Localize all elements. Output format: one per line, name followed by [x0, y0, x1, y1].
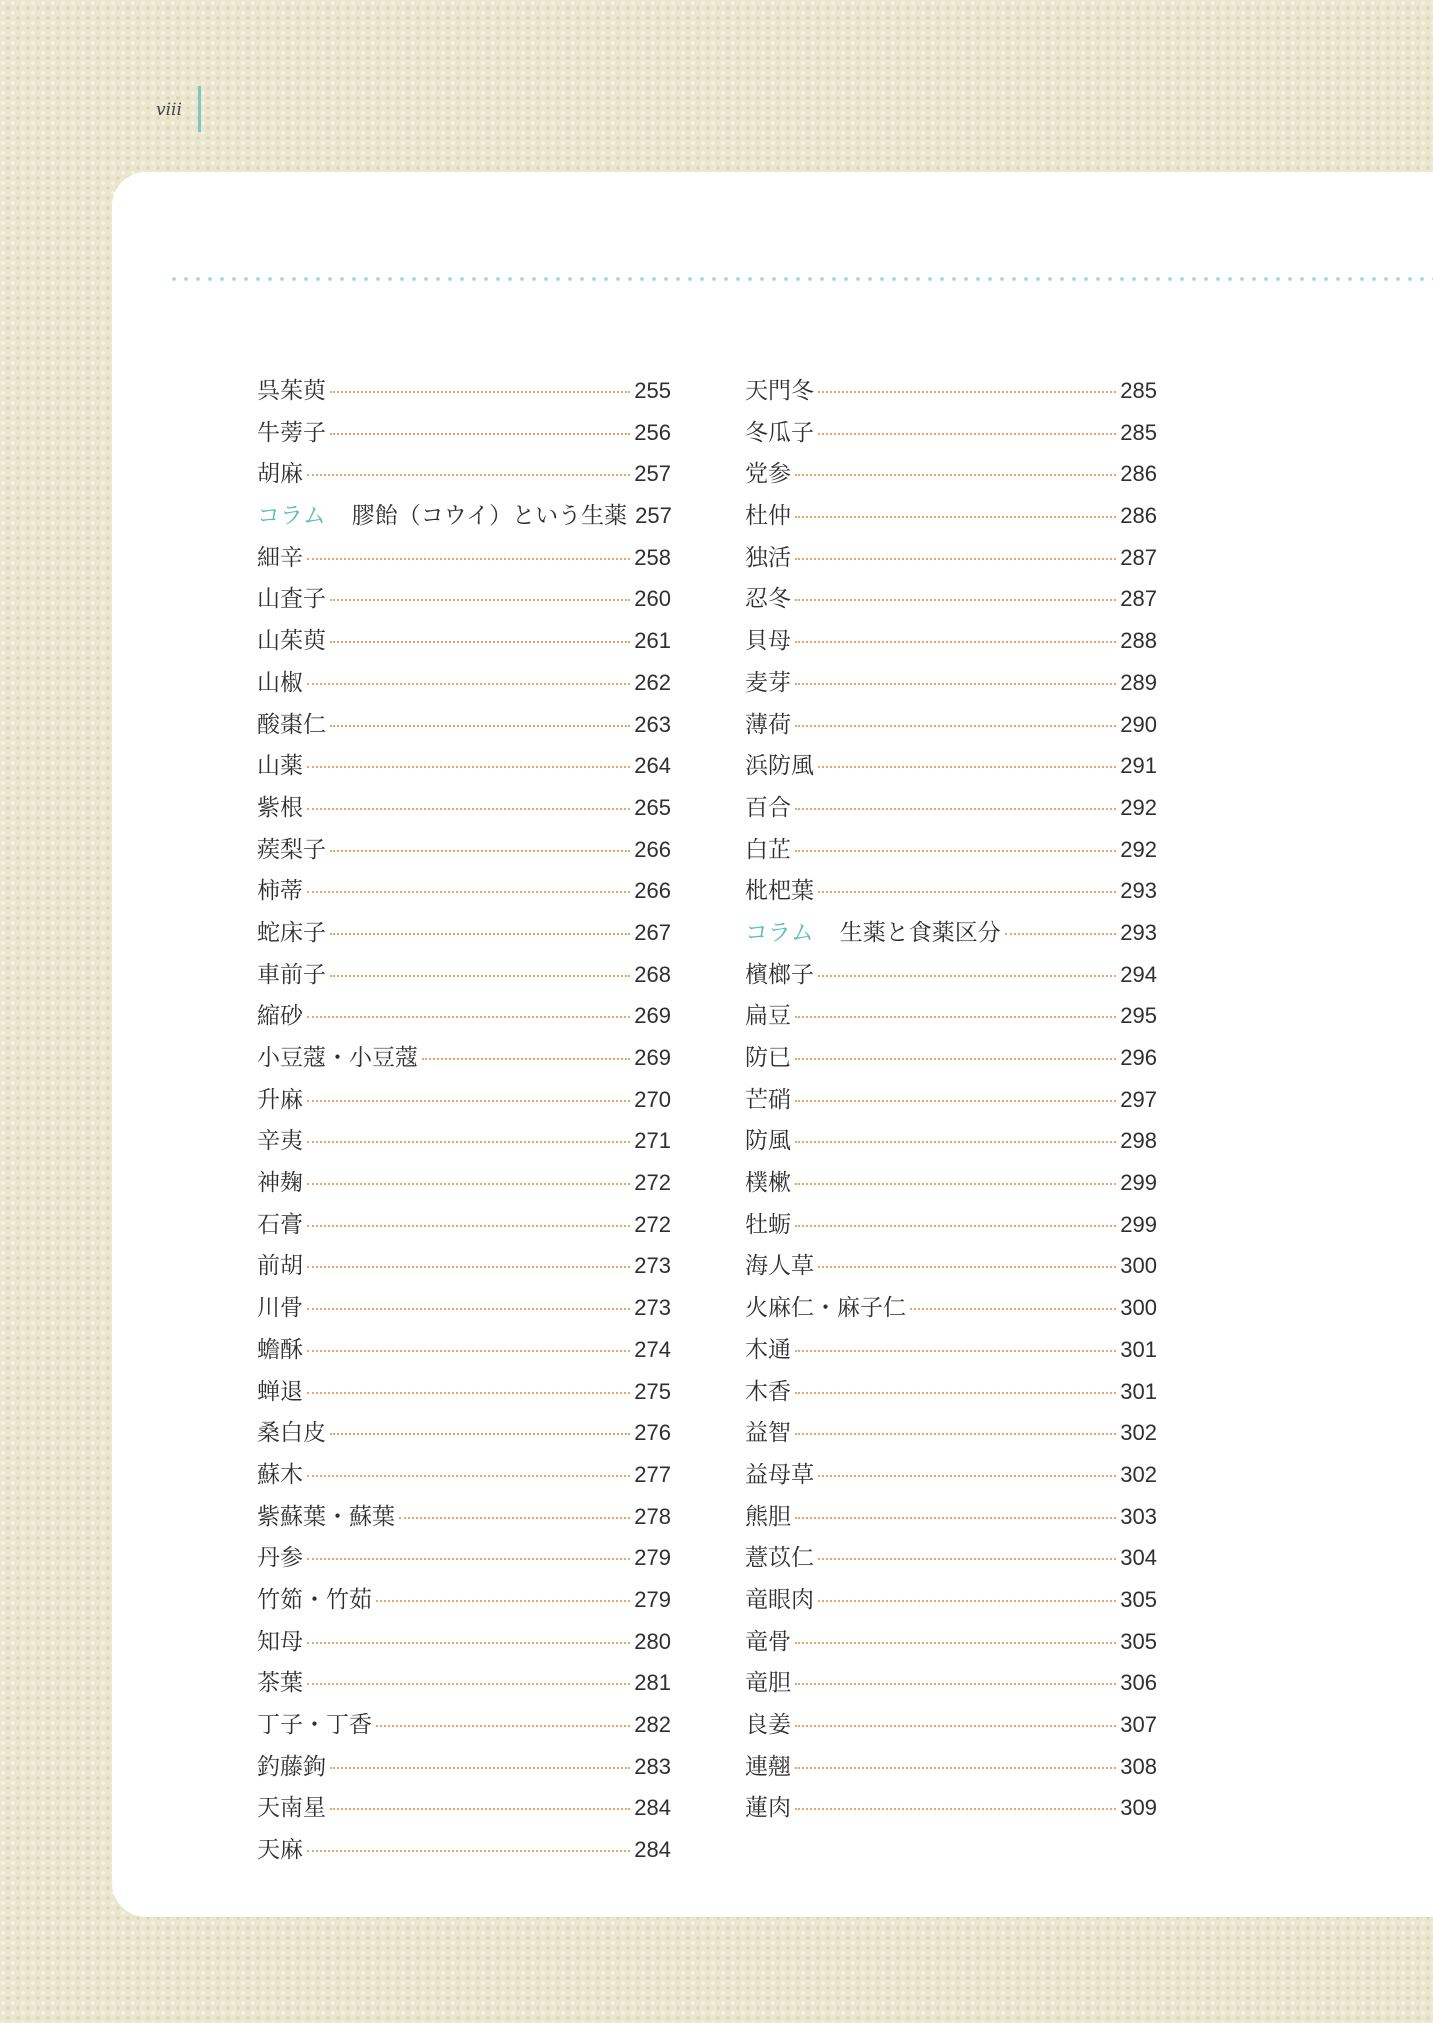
page-number: 278	[634, 1503, 671, 1529]
dot-leader	[307, 1308, 630, 1310]
dot-leader	[307, 891, 630, 893]
page-number: 303	[1120, 1503, 1157, 1529]
dot-leader	[330, 850, 630, 852]
entry-name: 白芷	[745, 836, 791, 863]
toc-entry	[745, 1414, 1157, 1456]
dot-leader	[910, 1308, 1116, 1310]
page-number: 285	[1120, 419, 1157, 445]
entry-name: 木香	[745, 1378, 791, 1405]
folio-divider	[198, 86, 201, 132]
page-number: 263	[634, 711, 671, 737]
toc-entry	[257, 1206, 671, 1248]
dot-leader	[307, 683, 630, 685]
page-number: 275	[634, 1378, 671, 1404]
toc-entry	[257, 997, 671, 1039]
toc-entry	[257, 1414, 671, 1456]
dot-leader	[307, 1141, 630, 1143]
page-number: 301	[1120, 1378, 1157, 1404]
entry-name: 車前子	[257, 961, 326, 988]
toc-entry	[745, 789, 1157, 831]
toc-entry	[257, 1331, 671, 1373]
toc-entry	[745, 997, 1157, 1039]
entry-name: 茶葉	[257, 1670, 303, 1697]
toc-entry	[257, 1748, 671, 1790]
dot-leader	[818, 1600, 1116, 1602]
toc-entry	[745, 1623, 1157, 1665]
page-number: 297	[1120, 1086, 1157, 1112]
page-number: 294	[1120, 961, 1157, 987]
dot-leader	[330, 1767, 630, 1769]
entry-name: 山査子	[257, 586, 326, 613]
column-label: コラム	[745, 919, 814, 946]
toc-entry	[745, 580, 1157, 622]
toc-entry	[257, 1247, 671, 1289]
entry-name: 枇杷葉	[745, 878, 814, 905]
dot-leader	[795, 725, 1116, 727]
entry-name: 天麻	[257, 1837, 303, 1864]
entry-name: 柿蒂	[257, 878, 303, 905]
dot-leader	[330, 933, 630, 935]
page-number: 302	[1120, 1461, 1157, 1487]
toc-entry	[257, 1623, 671, 1665]
entry-name: 天南星	[257, 1795, 326, 1822]
page-number: 286	[1120, 461, 1157, 487]
entry-name: 竜骨	[745, 1628, 791, 1655]
dot-leader	[795, 599, 1116, 601]
page-number: 262	[634, 669, 671, 695]
dot-leader	[818, 766, 1116, 768]
toc-entry	[257, 831, 671, 873]
toc-entry	[257, 664, 671, 706]
dot-leader	[818, 1475, 1116, 1477]
entry-name: 牛蒡子	[257, 419, 326, 446]
dot-leader	[795, 1808, 1116, 1810]
page-number: 266	[634, 878, 671, 904]
entry-name: 木通	[745, 1336, 791, 1363]
toc-entry	[745, 1748, 1157, 1790]
entry-name: 冬瓜子	[745, 419, 814, 446]
dot-leader	[422, 1058, 630, 1060]
entry-name: 山薬	[257, 753, 303, 780]
toc-entry	[745, 872, 1157, 914]
toc-entry	[257, 455, 671, 497]
entry-name: 丁子・丁香	[257, 1712, 372, 1738]
entry-name: 連翹	[745, 1753, 791, 1780]
page-number: 285	[1120, 378, 1157, 403]
dot-leader	[307, 766, 630, 768]
dot-leader	[795, 1225, 1116, 1227]
dot-leader	[307, 558, 630, 560]
entry-name: 海人草	[745, 1253, 814, 1280]
page-number: 265	[634, 794, 671, 820]
page-number: 258	[634, 544, 671, 570]
toc-entry	[257, 872, 671, 914]
dot-leader	[818, 433, 1116, 435]
dot-leader	[795, 1392, 1116, 1394]
page-number: 272	[634, 1170, 671, 1196]
toc-entry	[257, 1081, 671, 1123]
entry-name: 麦芽	[745, 669, 791, 696]
entry-name: 石膏	[257, 1211, 303, 1238]
toc-entry	[745, 1164, 1157, 1206]
entry-name: 薄荷	[745, 711, 791, 738]
dot-leader	[307, 1100, 630, 1102]
dot-leader	[795, 1183, 1116, 1185]
toc-entry	[745, 747, 1157, 789]
page-number: 295	[1120, 1003, 1157, 1029]
dot-leader	[376, 1725, 630, 1727]
toc-entry	[745, 1122, 1157, 1164]
entry-name: 竜胆	[745, 1670, 791, 1697]
entry-name: 百合	[745, 794, 791, 821]
toc-entry	[745, 1081, 1157, 1123]
dot-leader	[330, 391, 630, 393]
entry-name: 益母草	[745, 1461, 814, 1488]
entry-name: 辛夷	[257, 1128, 303, 1155]
dot-leader	[795, 808, 1116, 810]
page-number: 260	[634, 586, 671, 612]
dot-leader	[330, 433, 630, 435]
toc-entry	[745, 1247, 1157, 1289]
page-number: 291	[1120, 753, 1157, 779]
dot-leader	[307, 1016, 630, 1018]
toc-entry	[745, 1664, 1157, 1706]
toc-entry	[257, 1789, 671, 1831]
dot-leader	[818, 975, 1116, 977]
entry-name: 良姜	[745, 1712, 791, 1738]
page-number: 276	[634, 1420, 671, 1446]
entry-name: 川骨	[257, 1295, 303, 1322]
toc-entry	[257, 1373, 671, 1415]
toc-entry	[257, 1539, 671, 1581]
page-number: 306	[1120, 1670, 1157, 1696]
page-number: 256	[634, 419, 671, 445]
page-folio: viii	[156, 100, 182, 120]
toc-entry	[745, 497, 1157, 539]
toc-entry	[745, 664, 1157, 706]
dot-leader	[795, 1141, 1116, 1143]
toc-entry	[257, 1122, 671, 1164]
dot-leader	[307, 1642, 630, 1644]
entry-name: 薏苡仁	[745, 1545, 814, 1572]
toc-entry	[257, 539, 671, 581]
entry-name: 酸棗仁	[257, 711, 326, 738]
dot-leader	[307, 1683, 630, 1685]
entry-name: 檳榔子	[745, 961, 814, 988]
column-title: 膠飴（コウイ）という生薬	[351, 503, 628, 530]
page-number: 272	[634, 1211, 671, 1237]
toc-entry	[257, 1164, 671, 1206]
dot-leader	[307, 474, 630, 476]
entry-name: 忍冬	[745, 586, 791, 613]
page-number: 273	[634, 1295, 671, 1321]
dot-leader	[795, 1683, 1116, 1685]
page-number: 287	[1120, 586, 1157, 612]
page-number: 284	[634, 1837, 671, 1863]
dot-leader	[818, 391, 1116, 393]
dot-leader	[307, 1392, 630, 1394]
entry-name: 細辛	[257, 544, 303, 571]
toc-entry	[257, 1664, 671, 1706]
toc-entry	[257, 622, 671, 664]
dot-leader	[818, 891, 1116, 893]
page-number: 269	[634, 1003, 671, 1029]
entry-name: 益智	[745, 1420, 791, 1447]
toc-entry	[257, 414, 671, 456]
entry-name: 蛇床子	[257, 919, 326, 946]
toc-entry	[257, 956, 671, 998]
toc-entry	[745, 372, 1157, 414]
dot-leader	[795, 1058, 1116, 1060]
entry-name: 火麻仁・麻子仁	[745, 1295, 906, 1322]
toc-entry	[257, 914, 671, 956]
entry-name: 蝉退	[257, 1378, 303, 1405]
page-number: 280	[634, 1628, 671, 1654]
page-number: 296	[1120, 1045, 1157, 1070]
dot-leader	[795, 1100, 1116, 1102]
entry-name: 党参	[745, 461, 791, 488]
dot-leader	[1005, 933, 1117, 935]
entry-name: 知母	[257, 1628, 303, 1655]
dot-leader	[307, 1475, 630, 1477]
entry-name: 防已	[745, 1045, 791, 1071]
toc-entry	[745, 1498, 1157, 1540]
dot-leader	[795, 1767, 1116, 1769]
entry-name: 牡蛎	[745, 1211, 791, 1238]
page-number: 269	[634, 1045, 671, 1070]
toc-entry	[745, 1456, 1157, 1498]
toc-entry	[745, 455, 1157, 497]
dot-leader	[376, 1600, 630, 1602]
toc-entry	[257, 580, 671, 622]
column-title: 生薬と食薬区分	[839, 919, 1001, 946]
page-number: 289	[1120, 669, 1157, 695]
dot-leader	[307, 1225, 630, 1227]
entry-name: 胡麻	[257, 461, 303, 488]
dot-leader	[795, 850, 1116, 852]
dot-leader	[795, 474, 1116, 476]
dot-leader	[795, 1350, 1116, 1352]
page-number: 268	[634, 961, 671, 987]
entry-name: 丹参	[257, 1545, 303, 1572]
page-number: 293	[1120, 878, 1157, 904]
entry-name: 熊胆	[745, 1503, 791, 1530]
page-number: 301	[1120, 1336, 1157, 1362]
dot-leader	[330, 975, 630, 977]
toc-entry	[745, 1206, 1157, 1248]
toc-entry	[745, 622, 1157, 664]
toc-entry	[745, 1289, 1157, 1331]
entry-name: 貝母	[745, 628, 791, 655]
dot-leader	[795, 516, 1116, 518]
dot-leader	[307, 808, 630, 810]
entry-name: 山椒	[257, 669, 303, 696]
entry-name: 防風	[745, 1128, 791, 1155]
toc-column-right	[745, 372, 1157, 1831]
dot-leader	[307, 1183, 630, 1185]
page-number: 273	[634, 1253, 671, 1279]
entry-name: 紫根	[257, 794, 303, 821]
entry-name: 紫蘇葉・蘇葉	[257, 1503, 395, 1530]
page-number: 266	[634, 836, 671, 862]
column-label: コラム	[257, 503, 326, 530]
toc-entry	[257, 1581, 671, 1623]
page-number: 309	[1120, 1795, 1157, 1821]
toc-entry	[745, 1706, 1157, 1748]
toc-entry	[745, 1581, 1157, 1623]
entry-name: 升麻	[257, 1086, 303, 1113]
page-number: 284	[634, 1795, 671, 1821]
toc-column-entry	[257, 497, 671, 539]
dot-leader	[399, 1517, 630, 1519]
dot-leader	[795, 1016, 1116, 1018]
page-number: 279	[634, 1586, 671, 1612]
page-number: 307	[1120, 1712, 1157, 1737]
toc-entry	[745, 414, 1157, 456]
entry-name: 前胡	[257, 1253, 303, 1280]
entry-name: 浜防風	[745, 753, 814, 780]
dot-leader	[795, 1517, 1116, 1519]
page-number: 304	[1120, 1545, 1157, 1571]
dot-leader	[818, 1266, 1116, 1268]
dot-leader	[330, 641, 630, 643]
page-number: 302	[1120, 1420, 1157, 1446]
toc-entry	[257, 789, 671, 831]
entry-name: 樸樕	[745, 1170, 791, 1197]
dot-leader	[795, 1725, 1116, 1727]
page-number: 271	[634, 1128, 671, 1154]
page-number: 292	[1120, 836, 1157, 862]
toc-entry	[257, 1498, 671, 1540]
entry-name: 杜仲	[745, 503, 791, 530]
dot-leader	[795, 558, 1116, 560]
page-number: 279	[634, 1545, 671, 1571]
toc-entry	[257, 706, 671, 748]
entry-name: 独活	[745, 544, 791, 571]
dot-leader	[330, 1808, 630, 1810]
page-number: 287	[1120, 544, 1157, 570]
dot-leader	[330, 725, 630, 727]
toc-entry	[745, 1373, 1157, 1415]
page-number: 293	[1120, 919, 1157, 945]
page-number: 264	[634, 753, 671, 779]
entry-name: 扁豆	[745, 1003, 791, 1030]
page-number: 299	[1120, 1170, 1157, 1196]
dot-leader	[307, 1266, 630, 1268]
entry-name: 芒硝	[745, 1086, 791, 1113]
entry-name: 神麹	[257, 1170, 303, 1197]
toc-entry	[745, 706, 1157, 748]
page-number: 282	[634, 1712, 671, 1737]
toc-entry	[745, 539, 1157, 581]
page-number: 305	[1120, 1628, 1157, 1654]
dot-leader	[818, 1558, 1116, 1560]
page-number: 270	[634, 1086, 671, 1112]
dot-leader	[795, 1433, 1116, 1435]
toc-entry	[257, 1706, 671, 1748]
toc-entry	[745, 1331, 1157, 1373]
toc-entry	[745, 1789, 1157, 1831]
dot-leader	[795, 641, 1116, 643]
entry-name: 呉茱萸	[257, 378, 326, 404]
dot-leader	[330, 599, 630, 601]
page-number: 257	[635, 503, 672, 529]
entry-name: 竹筎・竹茹	[257, 1586, 372, 1613]
toc-entry	[257, 1039, 671, 1081]
dot-leader	[795, 683, 1116, 685]
dot-leader	[307, 1558, 630, 1560]
toc-entry	[257, 1831, 671, 1873]
page-number: 288	[1120, 628, 1157, 654]
toc-entry	[745, 1539, 1157, 1581]
page-number: 305	[1120, 1586, 1157, 1612]
page-number: 290	[1120, 711, 1157, 737]
entry-name: 小豆蔻・小豆蔻	[257, 1045, 418, 1071]
toc-entry	[257, 1456, 671, 1498]
page-number: 274	[634, 1336, 671, 1362]
dot-leader	[307, 1350, 630, 1352]
toc-entry	[745, 956, 1157, 998]
page-number: 298	[1120, 1128, 1157, 1154]
dot-leader	[307, 1850, 630, 1852]
toc-column-left	[257, 372, 671, 1873]
toc-entry	[257, 747, 671, 789]
page-number: 261	[634, 628, 671, 654]
dot-leader	[795, 1642, 1116, 1644]
entry-name: 蟾酥	[257, 1336, 303, 1363]
page-number: 267	[634, 919, 671, 945]
page-number: 277	[634, 1461, 671, 1487]
page-number: 300	[1120, 1253, 1157, 1279]
entry-name: 蘇木	[257, 1461, 303, 1488]
entry-name: 天門冬	[745, 378, 814, 404]
page-number: 281	[634, 1670, 671, 1696]
entry-name: 蒺梨子	[257, 836, 326, 863]
page-number: 283	[634, 1753, 671, 1779]
page-number: 286	[1120, 503, 1157, 529]
toc-entry	[257, 372, 671, 414]
page-number: 257	[634, 461, 671, 487]
toc-entry	[745, 831, 1157, 873]
entry-name: 桑白皮	[257, 1420, 326, 1447]
entry-name: 縮砂	[257, 1003, 303, 1030]
page-number: 292	[1120, 794, 1157, 820]
page-number: 255	[634, 378, 671, 403]
entry-name: 山茱萸	[257, 628, 326, 655]
toc-entry	[257, 1289, 671, 1331]
toc-entry	[745, 1039, 1157, 1081]
page-number: 300	[1120, 1295, 1157, 1321]
toc-column-entry	[745, 914, 1157, 956]
entry-name: 竜眼肉	[745, 1586, 814, 1613]
dotted-header-rule	[168, 274, 1433, 284]
page-number: 308	[1120, 1753, 1157, 1779]
entry-name: 蓮肉	[745, 1795, 791, 1822]
entry-name: 釣藤鉤	[257, 1753, 326, 1780]
page-number: 299	[1120, 1211, 1157, 1237]
dot-leader	[330, 1433, 630, 1435]
